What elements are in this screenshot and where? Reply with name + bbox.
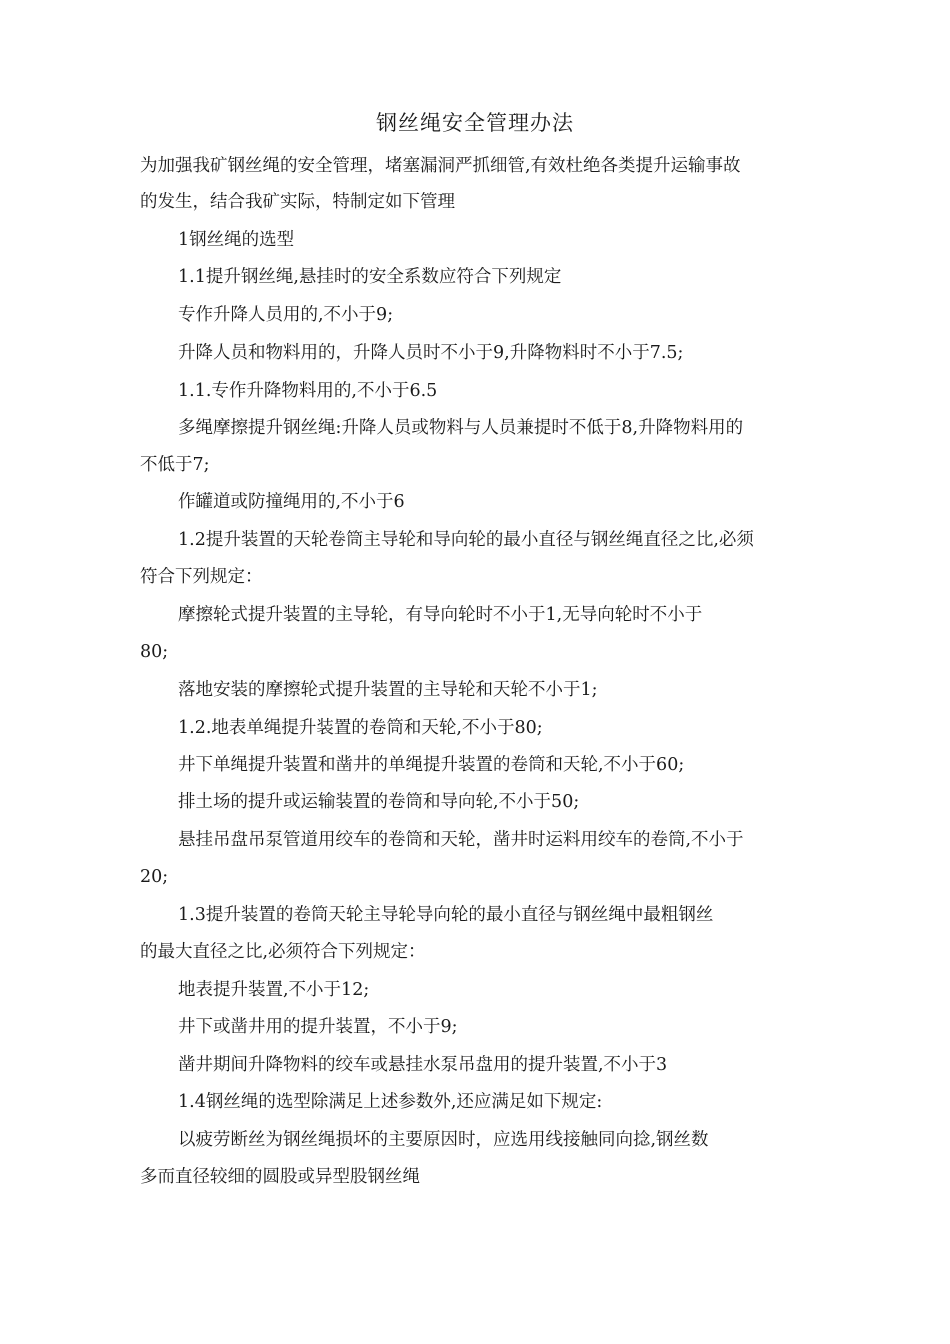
paragraph-line: 1.2.地表单绳提升装置的卷筒和天轮,不小于80; xyxy=(178,718,543,738)
section-heading: 1.3提升装置的卷筒天轮主导轮导向轮的最小直径与钢丝绳中最粗钢丝 xyxy=(178,905,714,925)
paragraph-line: 的发生，结合我矿实际，特制定如下管理 xyxy=(140,192,455,212)
section-heading: 1钢丝绳的选型 xyxy=(178,230,295,250)
paragraph-line: 多绳摩擦提升钢丝绳:升降人员或物料与人员兼提时不低于8,升降物料用的 xyxy=(178,418,744,438)
paragraph-line: 悬挂吊盘吊泵管道用绞车的卷筒和天轮，凿井时运料用绞车的卷筒,不小于 xyxy=(178,830,744,850)
paragraph-line: 地表提升装置,不小于12; xyxy=(178,980,370,1000)
section-heading: 1.2提升装置的天轮卷筒主导轮和导向轮的最小直径与钢丝绳直径之比,必须 xyxy=(178,530,754,550)
paragraph-line: 的最大直径之比,必须符合下列规定： xyxy=(140,942,426,962)
paragraph-line: 井下或凿井用的提升装置，不小于9; xyxy=(178,1017,458,1037)
paragraph-line: 落地安装的摩擦轮式提升装置的主导轮和天轮不小于1; xyxy=(178,680,598,700)
paragraph-line: 摩擦轮式提升装置的主导轮，有导向轮时不小于1,无导向轮时不小于 xyxy=(178,605,703,625)
paragraph-line: 1.1.专作升降物料用的,不小于6.5 xyxy=(178,381,438,401)
paragraph-line: 80; xyxy=(140,642,169,662)
paragraph-line: 不低于7; xyxy=(140,455,210,475)
paragraph-line: 多而直径较细的圆股或异型股钢丝绳 xyxy=(140,1167,420,1187)
paragraph-line: 排土场的提升或运输装置的卷筒和导向轮,不小于50; xyxy=(178,792,580,812)
section-heading: 1.1提升钢丝绳,悬挂时的安全系数应符合下列规定 xyxy=(178,267,562,287)
section-heading: 1.4钢丝绳的选型除满足上述参数外,还应满足如下规定: xyxy=(178,1092,603,1112)
paragraph-line: 为加强我矿钢丝绳的安全管理，堵塞漏洞严抓细管,有效杜绝各类提升运输事故 xyxy=(140,156,741,176)
paragraph-line: 井下单绳提升装置和凿井的单绳提升装置的卷筒和天轮,不小于60; xyxy=(178,755,685,775)
document-title: 钢丝绳安全管理办法 xyxy=(376,111,574,135)
paragraph-line: 以疲劳断丝为钢丝绳损坏的主要原因时，应选用线接触同向捻,钢丝数 xyxy=(178,1130,709,1150)
paragraph-line: 符合下列规定： xyxy=(140,567,263,587)
paragraph-line: 凿井期间升降物料的绞车或悬挂水泵吊盘用的提升装置,不小于3 xyxy=(178,1055,668,1075)
paragraph-line: 升降人员和物料用的，升降人员时不小于9,升降物料时不小于7.5; xyxy=(178,343,684,363)
paragraph-line: 作罐道或防撞绳用的,不小于6 xyxy=(178,492,405,512)
paragraph-line: 专作升降人员用的,不小于9; xyxy=(178,305,394,325)
paragraph-line: 20; xyxy=(140,867,169,887)
